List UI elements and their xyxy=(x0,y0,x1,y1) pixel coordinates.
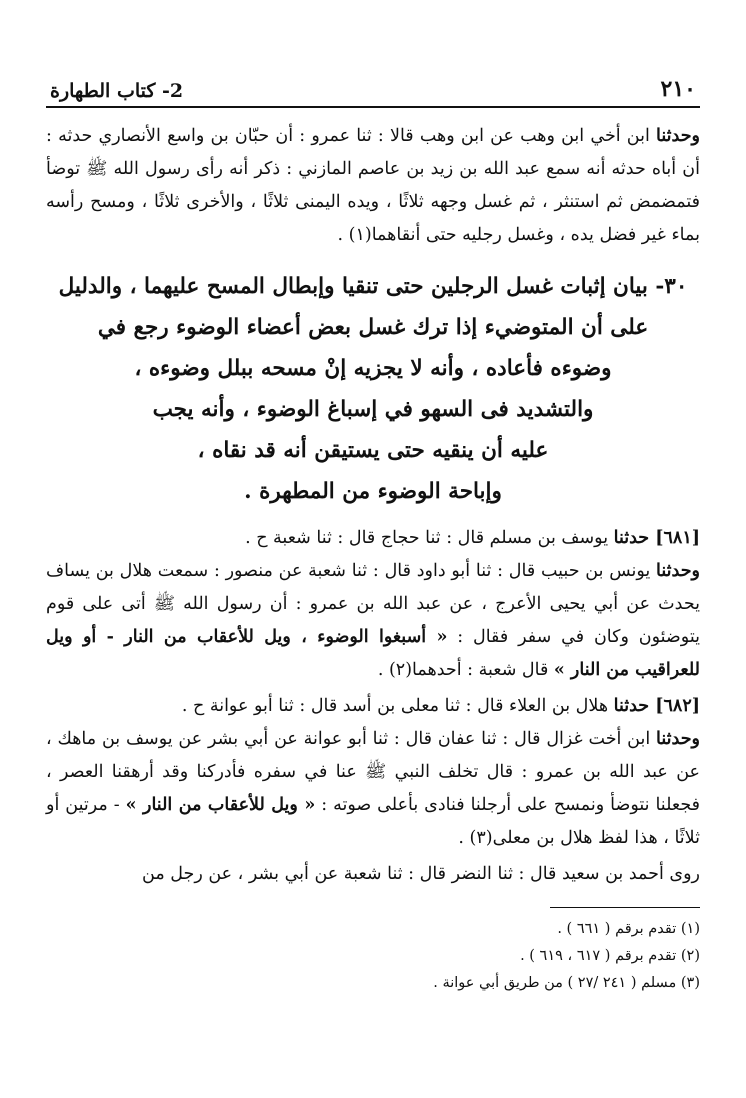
footnote: (٣) مسلم ( ٢٤١ /٢٧ ) من طريق أبي عوانة . xyxy=(433,975,700,991)
footnote-divider xyxy=(550,907,700,908)
narration-lead: وحدثنا xyxy=(656,729,700,749)
hadith-paragraph xyxy=(46,555,700,687)
hadith-paragraph xyxy=(46,723,700,855)
narration-text: ابن أخت غزال قال : ثنا عفان قال : ثنا أبو عوانة عن أبي بشر عن يوسف بن ماهك ، عن عبد الله بن عمرو : قال تخلف النبي ﷺ عنا في سفره فأدركنا وقد أرهقنا العصر ، فجعلنا نتوضأ ونمسح على أرجلنا فنادى بأعلى صوته : xyxy=(46,729,700,815)
narration-text: ابن أخي ابن وهب عن ابن وهب قالا : ثنا عمرو : أن حبّان بن واسع الأنصاري حدثه : أن أباه حدثه أنه سمع عبد الله بن زيد بن عاصم المازني : ذكر أنه رأى رسول الله ﷺ توضأ فتمضمض ثم استنثر ، ثم غسل وجهه ثلاثًا ، ويده اليمنى ثلاثًا ، والأخرى ثلاثًا ، ومسح رأسه بماء غير فضل يده ، وغسل رجليه حتى أنقاهما(١) . xyxy=(46,126,700,245)
page-header xyxy=(46,68,700,108)
hadith-intro xyxy=(46,522,700,555)
heading-line: على أن المتوضيء إذا ترك غسل بعض أعضاء الوضوء رجع في xyxy=(97,315,649,340)
heading-line: ٣٠- بيان إثبات غسل الرجلين حتى تنقيا وإبطال المسح عليهما ، والدليل xyxy=(58,274,688,299)
narration-text: يوسف بن مسلم قال : ثنا حجاج قال : ثنا شعبة ح . xyxy=(245,528,614,548)
section-heading xyxy=(46,266,700,512)
footnote: (٢) تقدم برقم ( ٦١٧ ، ٦١٩ ) . xyxy=(520,948,700,964)
narration-lead: وحدثنا xyxy=(656,561,700,581)
hadith-intro xyxy=(46,690,700,723)
narration-lead: وحدثنا xyxy=(656,126,700,146)
narration-text: - مرتين أو ثلاثًا ، هذا لفظ هلال بن معلى(٣) . xyxy=(46,795,700,848)
narration-text: يونس بن حبيب قال : ثنا أبو داود قال : ثنا شعبة عن منصور : سمعت هلال بن يساف يحدث عن أبي يحيى الأعرج ، عن عبد الله بن عمرو : أن رسول الله ﷺ أتى على قوم يتوضئون وكان في سفر فقال : xyxy=(46,561,700,647)
chapter-title: 2- كتاب الطهارة xyxy=(50,80,184,102)
hadith-number: [٦٨٢] xyxy=(655,696,700,716)
heading-line: والتشديد فى السهو في إسباغ الوضوء ، وأنه يجب xyxy=(152,397,594,422)
prophetic-quote: « أسبغوا الوضوء ، ويل للأعقاب من النار - أو ويل للعراقيب من النار » xyxy=(46,627,700,680)
narration-paragraph: روى أحمد بن سعيد قال : ثنا النضر قال : ثنا شعبة عن أبي بشر ، عن رجل من xyxy=(142,864,700,884)
prophetic-quote: « ويل للأعقاب من النار » xyxy=(125,795,316,815)
footnote: (١) تقدم برقم ( ٦٦١ ) . xyxy=(557,921,700,937)
footnotes xyxy=(46,916,700,997)
heading-line: عليه أن ينقيه حتى يستيقن أنه قد نقاه ، xyxy=(197,438,549,463)
heading-line: وإباحة الوضوء من المطهرة . xyxy=(244,479,502,504)
narration-text: هلال بن العلاء قال : ثنا معلى بن أسد قال : ثنا أبو عوانة ح . xyxy=(181,696,614,716)
page-number: ٢١٠ xyxy=(660,76,696,102)
narration-lead: حدثنا xyxy=(613,696,656,716)
hadith-number: [٦٨١] xyxy=(655,528,700,548)
narration-lead: حدثنا xyxy=(613,528,656,548)
narration-text: قال شعبة : أحدهما(٢) . xyxy=(377,660,554,680)
heading-line: وضوءه فأعاده ، وأنه لا يجزيه إنْ مسحه ببلل وضوءه ، xyxy=(134,356,612,381)
hadith-paragraph xyxy=(46,120,700,252)
